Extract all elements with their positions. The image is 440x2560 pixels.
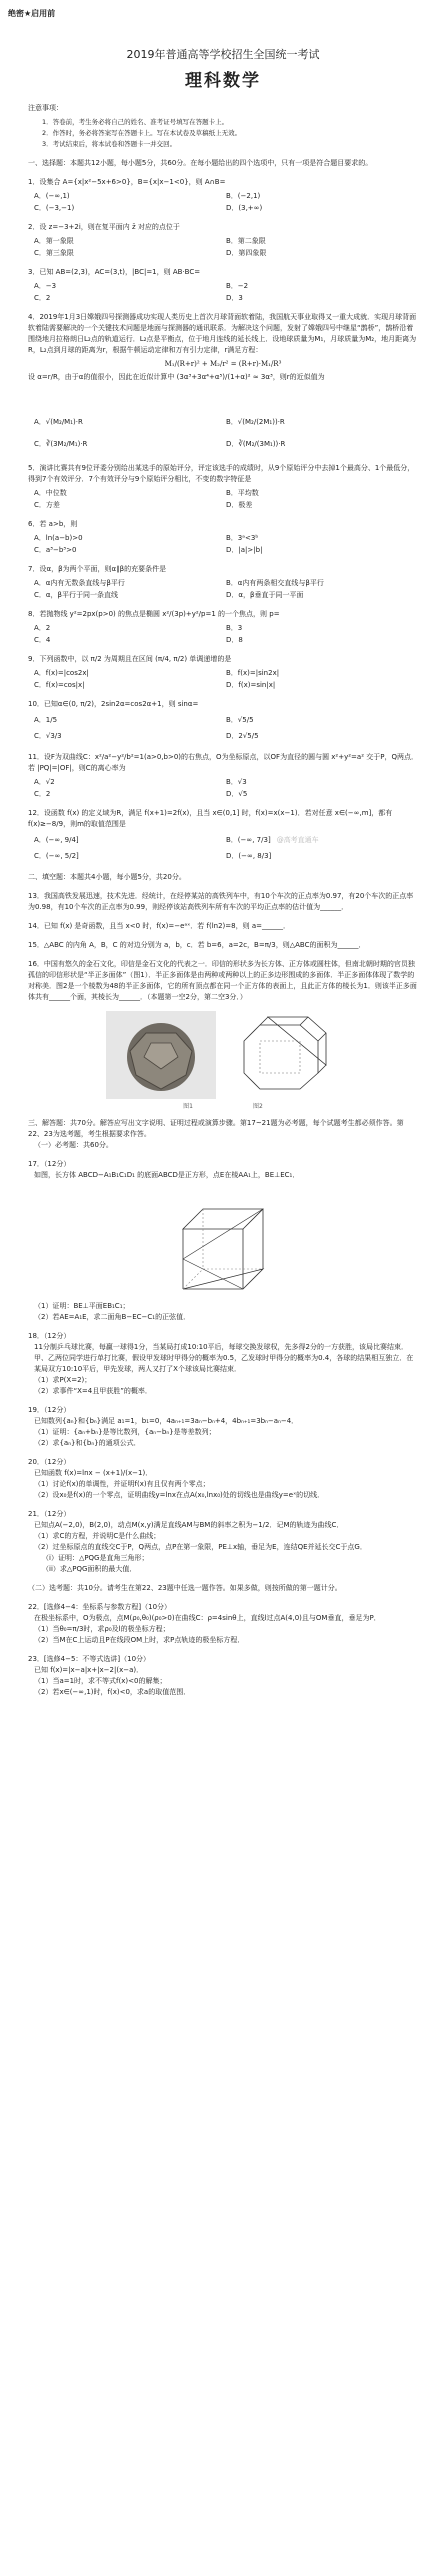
option: C．√3/3	[34, 732, 62, 740]
question-9: 9．下列函数中，以 π/2 为周期且在区间 (π/4, π/2) 单调递增的是	[28, 655, 232, 663]
section-heading: （二）选考题：共10分。请考生在第22、23题中任选一题作答。如果多做，则按所做的第一题计分。	[28, 1584, 342, 1592]
question-23-head: 23．[选修4−5：不等式选讲]（10分）	[28, 1655, 151, 1663]
option: D．√5	[226, 790, 248, 798]
question-part: （1）当θ₀=π/3时，求ρ₀及l的极坐标方程；	[34, 1625, 170, 1633]
options	[28, 190, 418, 214]
option: B．(−2,1)	[226, 192, 261, 200]
section-heading: 三、解答题：共70分。解答应写出文字说明、证明过程或演算步骤。第17~21题为必考题，每个试题考生都必须作答。第22、23为选考题，考生根据要求作答。	[28, 1119, 404, 1138]
option: D．第四象限	[226, 249, 267, 257]
option: B．−2	[226, 282, 249, 290]
question-14: 14．已知 f(x) 是奇函数，且当 x<0 时，f(x)=−eᵃˣ．若 f(ln2)=8，则 a=______．	[28, 922, 290, 930]
question-12: 12．设函数 f(x) 的定义域为R，满足 f(x+1)=2f(x)，且当 x∈(0,1] 时，f(x)=x(x−1)．若对任意 x∈(−∞,m]，都有 f(x)≥−8/9，则m的取值范围是	[28, 809, 393, 828]
option: D．(3,+∞)	[226, 204, 263, 212]
question-part: （2）求事件“X=4且甲获胜”的概率．	[34, 1387, 152, 1395]
option: C．a³−b³>0	[34, 546, 77, 554]
notice-heading: 注意事项：	[28, 104, 63, 112]
option: D．|a|>|b|	[226, 546, 263, 554]
option: B．第二象限	[226, 237, 266, 245]
option: D．α，β垂直于同一平面	[226, 591, 304, 599]
question-part: （2）当M在C上运动且P在线段OM上时，求P点轨迹的极坐标方程．	[34, 1636, 245, 1644]
option: B．3	[226, 624, 243, 632]
options	[28, 622, 418, 646]
section-heading: 二、填空题：本题共4小题，每小题5分，共20分。	[28, 873, 186, 881]
option: A．α内有无数条直线与β平行	[34, 579, 125, 587]
option: A．−3	[34, 282, 57, 290]
question-17: 如图，长方体 ABCD−A₁B₁C₁D₁ 的底面ABCD是正方形，点E在棱AA₁上，BE⊥EC₁．	[34, 1171, 300, 1179]
question-20-head: 20．（12分）	[28, 1458, 71, 1466]
option: C．4	[34, 636, 51, 644]
question-11: 11．设F为双曲线C：x²/a²−y²/b²=1(a>0,b>0)的右焦点，O为坐标原点，以OF为直径的圆与圆 x²+y²=a² 交于P，Q两点．若 |PQ|=|OF|，则C的离心率为	[28, 753, 418, 772]
option: A．2	[34, 624, 51, 632]
figure	[28, 1189, 418, 1299]
option: C．∛(3M₂/M₁)·R	[34, 440, 88, 448]
option: D．f(x)=sin|x|	[226, 681, 276, 689]
option: C．(−∞, 5/2]	[34, 852, 79, 860]
option: B．α内有两条相交直线与β平行	[226, 579, 324, 587]
question-23: 已知 f(x)=|x−a|x+|x−2|(x−a)．	[34, 1666, 144, 1674]
figure-1-caption: 图1	[183, 1103, 193, 1110]
seal-photo	[106, 1011, 216, 1099]
question-13: 13．我国高铁发展迅速，技术先进．经统计，在经停某站的高铁列车中，有10个车次的正点率为0.97，有20个车次的正点率为0.98，有10个车次的正点率为0.99，则经停该站高铁列车所有车次的平均正点率的估计值为______．	[28, 892, 414, 911]
option: B．√3	[226, 778, 247, 786]
option: A．(−∞, 9/4]	[34, 836, 79, 844]
question-part: （ii）求△PQG面积的最大值．	[42, 1565, 137, 1573]
question-1: 1．设集合 A={x|x²−5x+6>0}，B={x|x−1<0}，则 A∩B=	[28, 178, 226, 186]
option: B．f(x)=|sin2x|	[226, 669, 280, 677]
question-7: 7．设α，β为两个平面，则α∥β的充要条件是	[28, 565, 167, 573]
option: A．1/5	[34, 716, 58, 724]
question-20: 已知函数 f(x)=lnx − (x+1)/(x−1)．	[34, 1469, 153, 1477]
question-10: 10．已知α∈(0, π/2)，2sin2α=cos2α+1，则 sinα=	[28, 700, 199, 708]
option: A．(−∞,1)	[34, 192, 70, 200]
polyhedron-diagram	[230, 1011, 340, 1099]
secret-mark: 绝密★启用前	[8, 9, 56, 18]
section-subheading: （一）必考题：共60分。	[34, 1141, 113, 1149]
question-16: 16．中国有悠久的金石文化，印信是金石文化的代表之一．印信的形状多为长方体、正方体或圆柱体，但南北朝时期的官员独孤信的印信形状是“半正多面体”（图1）．半正多面体是由两种或两种以上的正多边形围成的多面体．半正多面体体现了数学的对称美．图2是一个棱数为48的半正多面体，它的所有顶点都在同一个正方体的表面上，且此正方体的棱长为1．则该半正多面体共有______个面，其棱长为______．（本题第一空2分，第二空3分．）	[28, 960, 417, 1001]
question-15: 15．△ABC 的内角 A，B，C 的对边分别为 a，b，c．若 b=6，a=2c，B=π/3，则△ABC的面积为______．	[28, 941, 366, 949]
question-19-head: 19．（12分）	[28, 1406, 71, 1414]
question-part: （1）证明：{aₙ+bₙ}是等比数列，{aₙ−bₙ}是等差数列；	[34, 1428, 216, 1436]
notice-item: 2．作答时，务必将答案写在答题卡上。写在本试卷及草稿纸上无效。	[42, 129, 242, 137]
option: A．√2	[34, 778, 55, 786]
notice-item: 1．答卷前，考生务必将自己的姓名、准考证号填写在答题卡上。	[42, 118, 229, 126]
options	[28, 832, 418, 864]
option: A．中位数	[34, 489, 67, 497]
option: A．f(x)=|cos2x|	[34, 669, 89, 677]
options	[28, 235, 418, 259]
option: D．2√5/5	[226, 732, 259, 740]
notice-item: 3．考试结束后，将本试卷和答题卡一并交回。	[42, 140, 177, 148]
option: A．√(M₂/M₁)·R	[34, 418, 83, 426]
option: C．2	[34, 790, 51, 798]
figures	[28, 1011, 418, 1099]
option: B．平均数	[226, 489, 259, 497]
question-part: （2）若x∈(−∞,1)时，f(x)<0，求a的取值范围．	[34, 1688, 191, 1696]
option: C．α，β平行于同一条直线	[34, 591, 118, 599]
question-part: （2）设x₀是f(x)的一个零点，证明曲线y=lnx在点A(x₀,lnx₀)处的切线也是曲线y=eˣ的切线．	[34, 1491, 325, 1499]
option: C．2	[34, 294, 51, 302]
option: D．8	[226, 636, 243, 644]
question-4-cont: 设 α=r/R，由于α的值很小，因此在近似计算中 (3α³+3α⁴+α⁵)/(1+α)² ≈ 3α³，则r的近似值为	[28, 373, 325, 381]
question-part: （1）当a=1时，求不等式f(x)<0的解集；	[34, 1677, 167, 1685]
question-17-head: 17．（12分）	[28, 1160, 71, 1168]
option: D．(−∞, 8/3]	[226, 852, 272, 860]
option: D．∛(M₂/(3M₁))·R	[226, 440, 286, 448]
options	[28, 712, 418, 744]
watermark: @高考直通车	[276, 836, 319, 844]
question-part: （1）求P(X=2)；	[34, 1376, 92, 1384]
option: C．(−3,−1)	[34, 204, 75, 212]
question-6: 6．若 a>b，则	[28, 520, 78, 528]
question-2: 2．设 z=−3+2i，则在复平面内 z̄ 对应的点位于	[28, 223, 180, 231]
option: C．第三象限	[34, 249, 74, 257]
option: B．3ᵃ<3ᵇ	[226, 534, 259, 542]
question-part: （2）过坐标原点的直线交C于P，Q两点，点P在第一象限，PE⊥x轴，垂足为E，连结QE并延长交C于点G．	[34, 1543, 367, 1551]
question-5: 5．演讲比赛共有9位评委分别给出某选手的原始评分，评定该选手的成绩时，从9个原始评分中去掉1个最高分、1个最低分，得到7个有效评分．7个有效评分与9个原始评分相比，不变的数字特征是	[28, 464, 415, 483]
exam-title: 2019年普通高等学校招生全国统一考试	[126, 48, 320, 61]
option: C．f(x)=cos|x|	[34, 681, 85, 689]
subject-title: 理科数学	[185, 71, 261, 91]
option-text: B．(−∞, 7/3]	[226, 836, 271, 844]
figure-2-caption: 图2	[253, 1103, 263, 1110]
options	[28, 487, 418, 511]
question-19: 已知数列{aₙ}和{bₙ}满足 a₁=1，b₁=0，4aₙ₊₁=3aₙ−bₙ+4，4bₙ₊₁=3bₙ−aₙ−4．	[34, 1417, 299, 1425]
question-part: （2）求{aₙ}和{bₙ}的通项公式．	[34, 1439, 141, 1447]
section-heading: 一、选择题：本题共12小题，每小题5分，共60分。在每小题给出的四个选项中，只有一项是符合题目要求的。	[28, 159, 373, 167]
option	[226, 832, 418, 848]
options	[28, 532, 418, 556]
question-18-head: 18．（12分）	[28, 1332, 71, 1340]
question-22-head: 22．[选修4−4：坐标系与参数方程]（10分）	[28, 1603, 172, 1611]
question-22: 在极坐标系中，O为极点，点M(ρ₀,θ₀)(ρ₀>0)在曲线C：ρ=4sinθ上，直线l过点A(4,0)且与OM垂直，垂足为P．	[34, 1614, 381, 1622]
options	[28, 776, 418, 800]
cuboid-diagram	[163, 1189, 283, 1299]
option: D．极差	[226, 501, 253, 509]
formula: M₁/(R+r)² + M₂/r² = (R+r)·M₁/R³	[164, 360, 282, 368]
question-18: 11分制乒乓球比赛，每赢一球得1分，当某局打成10:10平后，每球交换发球权，先多得2分的一方获胜，该局比赛结束．甲、乙两位同学进行单打比赛，假设甲发球时甲得分的概率为0.5，乙发球时甲得分的概率为0.4，各球的结果相互独立．在某局双方10:10平后，甲先发球，两人又打了X个球该局比赛结束．	[34, 1343, 414, 1373]
option: A．ln(a−b)>0	[34, 534, 83, 542]
options	[28, 577, 418, 601]
question-3: 3．已知 AB=(2,3)，AC=(3,t)，|BC|=1，则 AB·BC=	[28, 268, 201, 276]
question-part: （2）若AE=A₁E，求二面角B−EC−C₁的正弦值．	[34, 1313, 191, 1321]
option: B．√5/5	[226, 716, 254, 724]
option: C．方差	[34, 501, 60, 509]
figure-captions	[28, 1101, 418, 1110]
options	[28, 280, 418, 304]
question-4: 4．2019年1月3日嫦娥四号探测器成功实现人类历史上首次月球背面软着陆，我国航天事业取得又一重大成就．实现月球背面软着陆需要解决的一个关键技术问题是地面与探测器的通讯联系．为解决这个问题，发射了嫦娥四号中继星“鹊桥”，鹊桥沿着围绕地月拉格朗日L₂点的轨道运行．L₂点是平衡点，位于地月连线的延长线上．设地球质量为M₁，月球质量为M₂，地月距离为R，L₂点到月球的距离为r，根据牛顿运动定律和万有引力定律，r满足方程：	[28, 313, 417, 354]
option: B．√(M₂/(2M₁))·R	[226, 418, 285, 426]
question-part: （1）证明：BE⊥平面EB₁C₁；	[34, 1302, 130, 1310]
question-21: 已知点A(−2,0)，B(2,0)，动点M(x,y)满足直线AM与BM的斜率之积为−1/2．记M的轨迹为曲线C．	[34, 1521, 344, 1529]
question-part: （i）证明：△PQG是直角三角形；	[42, 1554, 149, 1562]
question-8: 8．若抛物线 y²=2px(p>0) 的焦点是椭圆 x²/(3p)+y²/p=1 的一个焦点，则 p=	[28, 610, 280, 618]
options	[28, 411, 418, 455]
question-part: （1）求C的方程，并说明C是什么曲线；	[34, 1532, 161, 1540]
options	[28, 667, 418, 691]
question-part: （1）讨论f(x)的单调性，并证明f(x)有且仅有两个零点；	[34, 1480, 210, 1488]
option: D．3	[226, 294, 243, 302]
option: A．第一象限	[34, 237, 74, 245]
question-21-head: 21．（12分）	[28, 1510, 71, 1518]
